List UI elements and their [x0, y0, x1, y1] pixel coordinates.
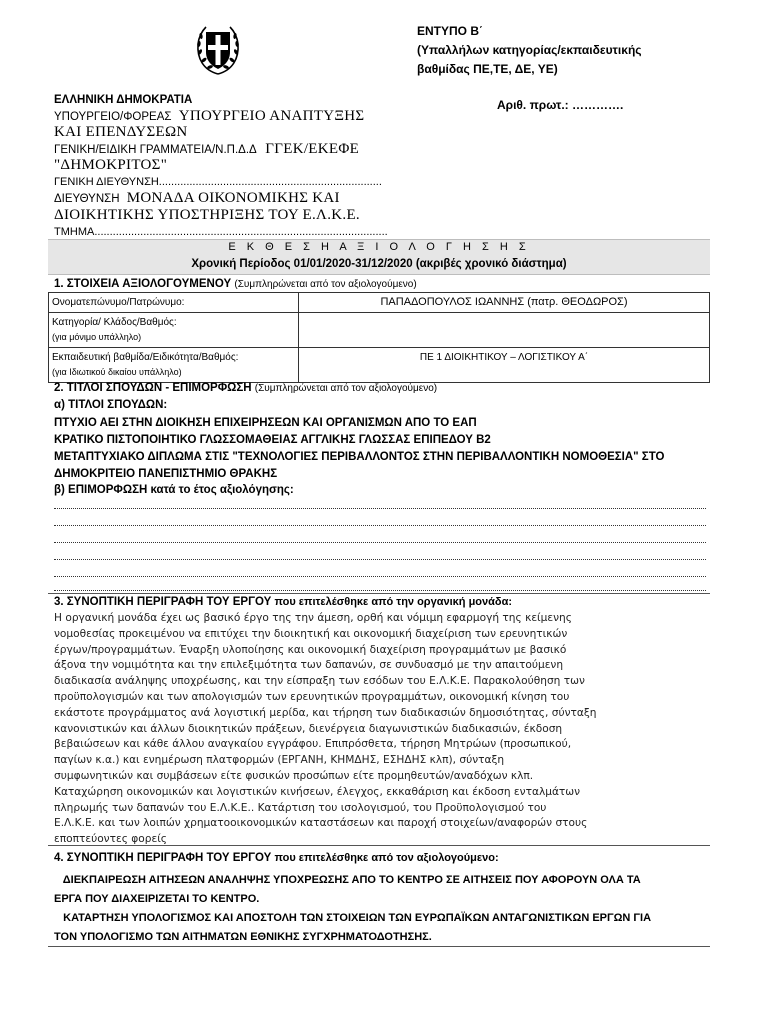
ministry-value-2: ΚΑΙ ΕΠΕΝΔΥΣΕΩΝ: [54, 124, 188, 140]
study-item: ΜΕΤΑΠΤΥΧΙΑΚΟ ΔΙΠΛΩΜΑ ΣΤΙΣ "ΤΕΧΝΟΛΟΓΙΕΣ ΠΕΡΙΒΑΛΛΟΝΤΟΣ ΣΤΗΝ ΠΕΡΙΒΑΛΛΟΝΤΙΚΗ ΝΟΜΟΘΕΣΙΑ" ΣΤΟ: [54, 451, 665, 463]
row-label-note: (για μόνιμο υπάλληλο): [52, 332, 142, 342]
section-line: ΤΜΗΜΑ................................................................................................: [54, 226, 388, 238]
fill-in-line[interactable]: [54, 559, 706, 560]
section2-title: 2. ΤΙΤΛΟΙ ΣΠΟΥΔΩΝ - ΕΠΙΜΟΡΦΩΣΗ: [54, 382, 252, 394]
row-label: [49, 313, 299, 348]
directorate-line-2: [54, 207, 360, 224]
secretariat-value: ΓΓΕΚ/ΕΚΕΦΕ: [265, 141, 360, 157]
table-row: [49, 348, 710, 383]
paragraph-line: εποπτεύοντες φορείς: [54, 833, 168, 846]
country-name: ΕΛΛΗΝΙΚΗ ΔΗΜΟΚΡΑΤΙΑ: [54, 94, 193, 106]
paragraph-line: πληρωμής των δαπανών του Ε.Λ.Κ.Ε.. Κατάρτιση του ισολογισμού, του Προϋπολογισμού του: [54, 801, 547, 814]
paragraph-line: Η οργανική μονάδα έχει ως βασικό έργο της την άμεση, ορθή και νόμιμη εφαρμογή της κείμενης: [54, 612, 572, 624]
paragraph-line: Ε.Λ.Κ.Ε. και των λοιπών χρηματοοικονομικών καταστάσεων και παροχή στοιχείων/αναφορών στους: [54, 817, 588, 830]
paragraph-line: άξονα την νομιμότητα και την επιλεξιμότητα των δαπανών, σε συνδυασμό με την απαιτούμενη: [54, 659, 564, 672]
row-label: [49, 293, 299, 313]
paragraph-line: διαδικασία ανάληψης υποχρέωσης, και την είσπραξη των εσόδων του Ε.Λ.Κ.Ε. Παρακολούθηση των: [54, 675, 585, 688]
row-label: [49, 348, 299, 383]
secretariat-line: [54, 141, 359, 158]
section3-description: [54, 611, 597, 848]
row-label-note: (για Ιδιωτικού δικαίου υπάλληλο): [52, 367, 182, 377]
section4-line: ΕΡΓΑ ΠΟΥ ΔΙΑΧΕΙΡΙΖΕΤΑΙ ΤΟ ΚΕΝΤΡΟ.: [54, 893, 260, 905]
section4-line: ΔΙΕΚΠΑΙΡΕΩΣΗ ΑΙΤΗΣΕΩΝ ΑΝΑΛΗΨΗΣ ΥΠΟΧΡΕΩΣΗΣ ΑΠΟ ΤΟ ΚΕΝΤΡΟ ΣΕ ΑΙΤΗΣΕΙΣ ΠΟΥ ΑΦΟΡΟΥΝ ΟΛΑ ΤΑ: [54, 874, 641, 886]
studies-heading: α) ΤΙΤΛΟΙ ΣΠΟΥΔΩΝ:: [54, 399, 168, 411]
row-value[interactable]: ΠΑΠΑΔΟΠΟΥΛΟΣ ΙΩΑΝΝΗΣ (πατρ. ΘΕΟΔΩΡΟΣ): [299, 293, 710, 313]
report-period: Χρονική Περίοδος 01/01/2020-31/12/2020 (ακριβές χρονικό διάστημα): [191, 258, 567, 270]
section2-heading: [54, 382, 437, 394]
row-label-text: Εκπαιδευτική βαθμίδα/Ειδικότητα/Βαθμός:: [52, 352, 239, 363]
paragraph-line: συμφωνητικών και συμβάσεων είτε φυσικών προσώπων είτε προμηθευτών/αναδόχων κλπ.: [54, 769, 534, 782]
protocol-number: Αριθ. πρωτ.: ………….: [497, 98, 624, 112]
secretariat-label: ΓΕΝΙΚΗ/ΕΙΔΙΚΗ ΓΡΑΜΜΑΤΕΙΑ/Ν.Π.Δ.Δ: [54, 144, 257, 156]
section4-title-rest: που επιτελέσθηκε από τον αξιολογούμενο:: [274, 852, 499, 864]
ministry-label: ΥΠΟΥΡΓΕΙΟ/ΦΟΡΕΑΣ: [54, 111, 172, 123]
paragraph-line: βεβαιώσεων και κάθε άλλου αναγκαίου εγγράφου. Επιπρόσθετα, τήρηση Μητρώων (προσωπικού,: [54, 738, 572, 751]
paragraph-line: Καταχώρηση οικονομικών και λογιστικών κινήσεων, έλεγχος, εκκαθάριση και έκδοση ενταλμάτων: [54, 785, 581, 798]
ministry-line: [54, 108, 364, 125]
directorate-label: ΔΙΕΥΘΥΝΣΗ: [54, 193, 120, 205]
paragraph-line: εκάστοτε προγράμματος ανά λογιστική μερίδα, και τήρηση των διαδικασιών δημοσιότητας, σύνταξη: [54, 706, 597, 719]
ministry-value: ΥΠΟΥΡΓΕΙΟ ΑΝΑΠΤΥΞΗΣ: [178, 108, 365, 124]
table-row: [49, 313, 710, 348]
paragraph-line: έργων/προγραμμάτων. Έναρξη υλοποίησης και οικονομική διαχείριση προγραμμάτων με βασικό: [54, 643, 567, 656]
divider: [48, 593, 710, 594]
divider: [48, 946, 710, 947]
training-heading: β) ΕΠΙΜΟΡΦΩΣΗ κατά το έτος αξιολόγησης:: [54, 484, 294, 496]
section4-line: ΤΟΝ ΥΠΟΛΟΓΙΣΜΟ ΤΩΝ ΑΙΤΗΜΑΤΩΝ ΕΘΝΙΚΗΣ ΣΥΓΧΡΗΜΑΤΟΔΟΤΗΣΗΣ.: [54, 931, 432, 943]
form-subtitle-2: βαθμίδας ΠΕ,ΤΕ, ΔΕ, ΥΕ): [417, 62, 558, 76]
section1-note: (Συμπληρώνεται από τον αξιολογούμενο): [234, 279, 417, 290]
fill-in-line[interactable]: [54, 576, 706, 577]
section1-heading: [54, 278, 417, 290]
form-subtitle-1: (Υπαλλήλων κατηγορίας/εκπαιδευτικής: [417, 43, 642, 57]
study-item: ΠΤΥΧΙΟ ΑΕΙ ΣΤΗΝ ΔΙΟΙΚΗΣΗ ΕΠΙΧΕΙΡΗΣΕΩΝ ΚΑΙ ΟΡΓΑΝΙΣΜΩΝ ΑΠΟ ΤΟ ΕΑΠ: [54, 417, 477, 429]
directorate-line: [54, 190, 340, 207]
row-label-text: Κατηγορία/ Κλάδος/Βαθμός:: [52, 317, 177, 328]
fill-in-line[interactable]: [54, 508, 706, 509]
secretariat-line-2: [54, 157, 167, 174]
study-item: ΚΡΑΤΙΚΟ ΠΙΣΤΟΠΟΙΗΤΙΚΟ ΓΛΩΣΣΟΜΑΘΕΙΑΣ ΑΓΓΛΙΚΗΣ ΓΛΩΣΣΑΣ ΕΠΙΠΕΔΟΥ Β2: [54, 434, 491, 446]
section3-title: 3. ΣΥΝΟΠΤΙΚΗ ΠΕΡΙΓΡΑΦΗ ΤΟΥ ΕΡΓΟΥ: [54, 596, 272, 608]
table-row: [49, 293, 710, 313]
paragraph-line: προϋπολογισμών και των απολογισμών των ερευνητικών προγραμμάτων, οικονομική κίνηση του: [54, 690, 570, 703]
study-item: ΔΗΜΟΚΡΙΤΕΙΟ ΠΑΝΕΠΙΣΤΗΜΙΟ ΘΡΑΚΗΣ: [54, 468, 278, 480]
section3-heading: [54, 596, 512, 608]
directorate-value: ΜΟΝΑΔΑ ΟΙΚΟΝΟΜΙΚΗΣ ΚΑΙ: [126, 190, 340, 206]
divider: [48, 845, 710, 846]
directorate-value-2: ΔΙΟΙΚΗΤΙΚΗΣ ΥΠΟΣΤΗΡΙΞΗΣ ΤΟΥ Ε.Λ.Κ.Ε.: [54, 207, 360, 223]
row-label-text: Ονοματεπώνυμο/Πατρώνυμο:: [52, 297, 185, 308]
secretariat-value-2: "ΔΗΜΟΚΡΙΤΟΣ": [54, 157, 168, 173]
section3-title-rest: που επιτελέσθηκε από την οργανική μονάδα:: [274, 596, 512, 608]
fill-in-line[interactable]: [54, 590, 706, 591]
paragraph-line: νομοθεσίας προκειμένου να επιτύχει την διοικητική και οικονομική διαχείριση των ερευνητικών: [54, 627, 568, 640]
section1-title: 1. ΣΤΟΙΧΕΙΑ ΑΞΙΟΛΟΓΟΥΜΕΝΟΥ: [54, 278, 232, 290]
section2-note: (Συμπληρώνεται από τον αξιολογούμενο): [254, 383, 438, 394]
report-title-bar: [48, 239, 710, 275]
general-directorate: ΓΕΝΙΚΗ ΔΙΕΥΘΥΝΣΗ.........................................................................: [54, 176, 382, 188]
section4-title: 4. ΣΥΝΟΠΤΙΚΗ ΠΕΡΙΓΡΑΦΗ ΤΟΥ ΕΡΓΟΥ: [54, 852, 272, 864]
paragraph-line: παγίων κ.α.) και ενημέρωση πλατφορμών (ΕΡΓΑΝΗ, ΚΗΜΔΗΣ, ΕΣΗΔΗΣ κλπ), σύνταξη: [54, 754, 505, 767]
form-title: ΕΝΤΥΠΟ Β΄: [417, 24, 483, 38]
section4-line: ΚΑΤΑΡΤΗΣΗ ΥΠΟΛΟΓΙΣΜΟΣ ΚΑΙ ΑΠΟΣΤΟΛΗ ΤΩΝ ΣΤΟΙΧΕΙΩΝ ΤΩΝ ΕΥΡΩΠΑΪΚΩΝ ΑΝΤΑΓΩΝΙΣΤΙΚΩΝ ΕΡΓΩΝ ΓΙΑ: [54, 912, 652, 924]
row-value[interactable]: [299, 313, 710, 348]
report-title: Ε Κ Θ Ε Σ Η Α Ξ Ι Ο Λ Ο Γ Η Σ Η Σ: [228, 241, 530, 253]
evaluee-details-table: [48, 292, 710, 383]
ministry-line-2: [54, 124, 188, 141]
fill-in-line[interactable]: [54, 525, 706, 526]
greek-emblem-icon: [193, 22, 243, 78]
section4-heading: [54, 852, 499, 864]
row-value[interactable]: ΠΕ 1 ΔΙΟΙΚΗΤΙΚΟΥ – ΛΟΓΙΣΤΙΚΟΥ Α΄: [299, 348, 710, 383]
fill-in-line[interactable]: [54, 542, 706, 543]
paragraph-line: κανονιστικών και άλλων διοικητικών πράξεων, διενέργεια διαγωνιστικών διαδικασιών, έκδοση: [54, 722, 563, 735]
